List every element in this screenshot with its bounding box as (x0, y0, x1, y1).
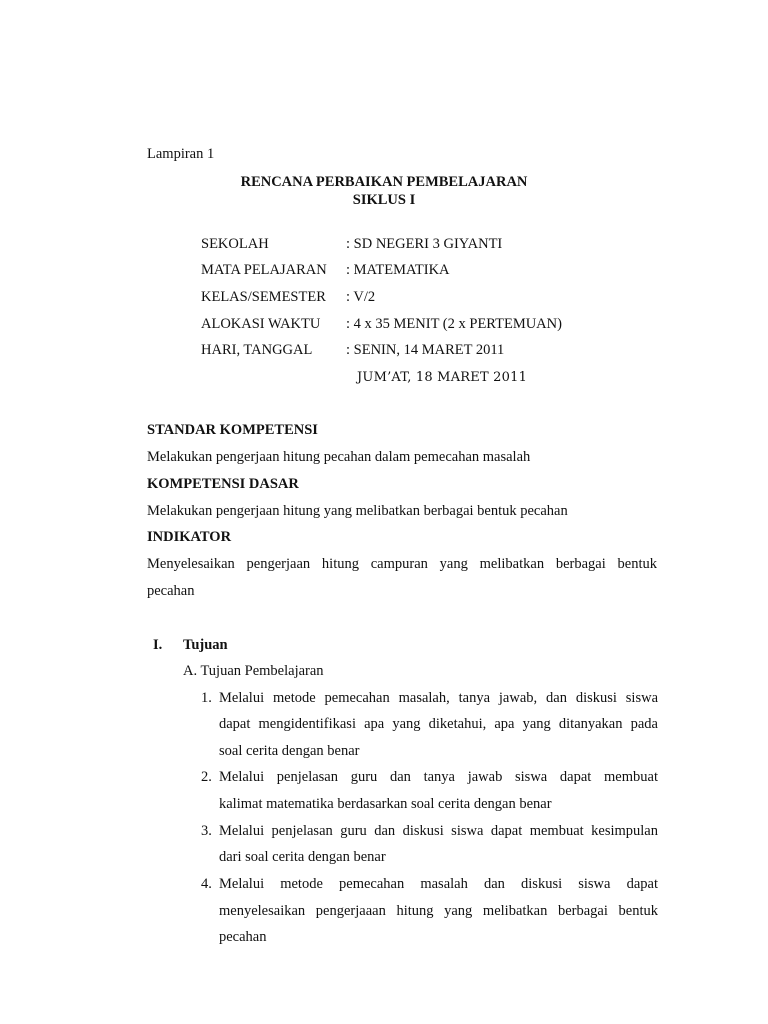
indikator-heading: INDIKATOR (147, 529, 232, 545)
list-item-line: Melalui metode pemecahan masalah dan diskusi siswa dapat (219, 876, 658, 892)
identity-value-date: : SENIN, 14 MARET 2011 (346, 342, 505, 358)
identity-label-date: HARI, TANGGAL (201, 342, 313, 358)
document-subtitle: SIKLUS I (352, 192, 416, 208)
list-item-line: kalimat matematika berdasarkan soal cerita dengan benar (219, 796, 552, 812)
indikator-text-line1: Menyelesaikan pengerjaan hitung campuran yang melibatkan berbagai bentuk (147, 556, 657, 572)
list-item-line: soal cerita dengan benar (219, 743, 360, 759)
identity-label-subject: MATA PELAJARAN (201, 262, 327, 278)
list-item-number: 3. (201, 823, 212, 839)
standar-text: Melakukan pengerjaan hitung pecahan dalam pemecahan masalah (147, 449, 531, 465)
identity-value-subject: : MATEMATIKA (346, 262, 450, 278)
dasar-text: Melakukan pengerjaan hitung yang melibatkan berbagai bentuk pecahan (147, 503, 568, 519)
section-numeral: I. (153, 637, 163, 653)
identity-label-school: SEKOLAH (201, 236, 269, 252)
identity-value-school: : SD NEGERI 3 GIYANTI (346, 236, 503, 252)
standar-heading: STANDAR KOMPETENSI (147, 422, 318, 438)
list-item-line: dapat mengidentifikasi apa yang diketahui, apa yang ditanyakan pada (219, 716, 658, 732)
attachment-label: Lampiran 1 (147, 146, 215, 162)
identity-label-class: KELAS/SEMESTER (201, 289, 326, 305)
section-subheading: A. Tujuan Pembelajaran (183, 663, 324, 679)
dasar-heading: KOMPETENSI DASAR (147, 476, 299, 492)
list-item-line: Melalui penjelasan guru dan tanya jawab siswa dapat membuat (219, 769, 658, 785)
identity-value-time: : 4 x 35 MENIT (2 x PERTEMUAN) (346, 316, 562, 332)
list-item-line: pecahan (219, 929, 267, 945)
document-title: RENCANA PERBAIKAN PEMBELAJARAN (240, 174, 528, 190)
identity-value-date-2: JUM’AT, 18 MARET 2011 (357, 370, 528, 385)
identity-value-class: : V/2 (346, 289, 376, 305)
list-item-number: 1. (201, 690, 212, 706)
list-item-number: 4. (201, 876, 212, 892)
list-item-line: dari soal cerita dengan benar (219, 849, 386, 865)
list-item-line: Melalui metode pemecahan masalah, tanya jawab, dan diskusi siswa (219, 690, 658, 706)
list-item-line: menyelesaikan pengerjaaan hitung yang melibatkan berbagai bentuk (219, 903, 658, 919)
identity-label-time: ALOKASI WAKTU (201, 316, 321, 332)
indikator-text-line2: pecahan (147, 583, 195, 599)
section-heading: Tujuan (183, 637, 228, 653)
list-item-number: 2. (201, 769, 212, 785)
list-item-line: Melalui penjelasan guru dan diskusi siswa dapat membuat kesimpulan (219, 823, 658, 839)
